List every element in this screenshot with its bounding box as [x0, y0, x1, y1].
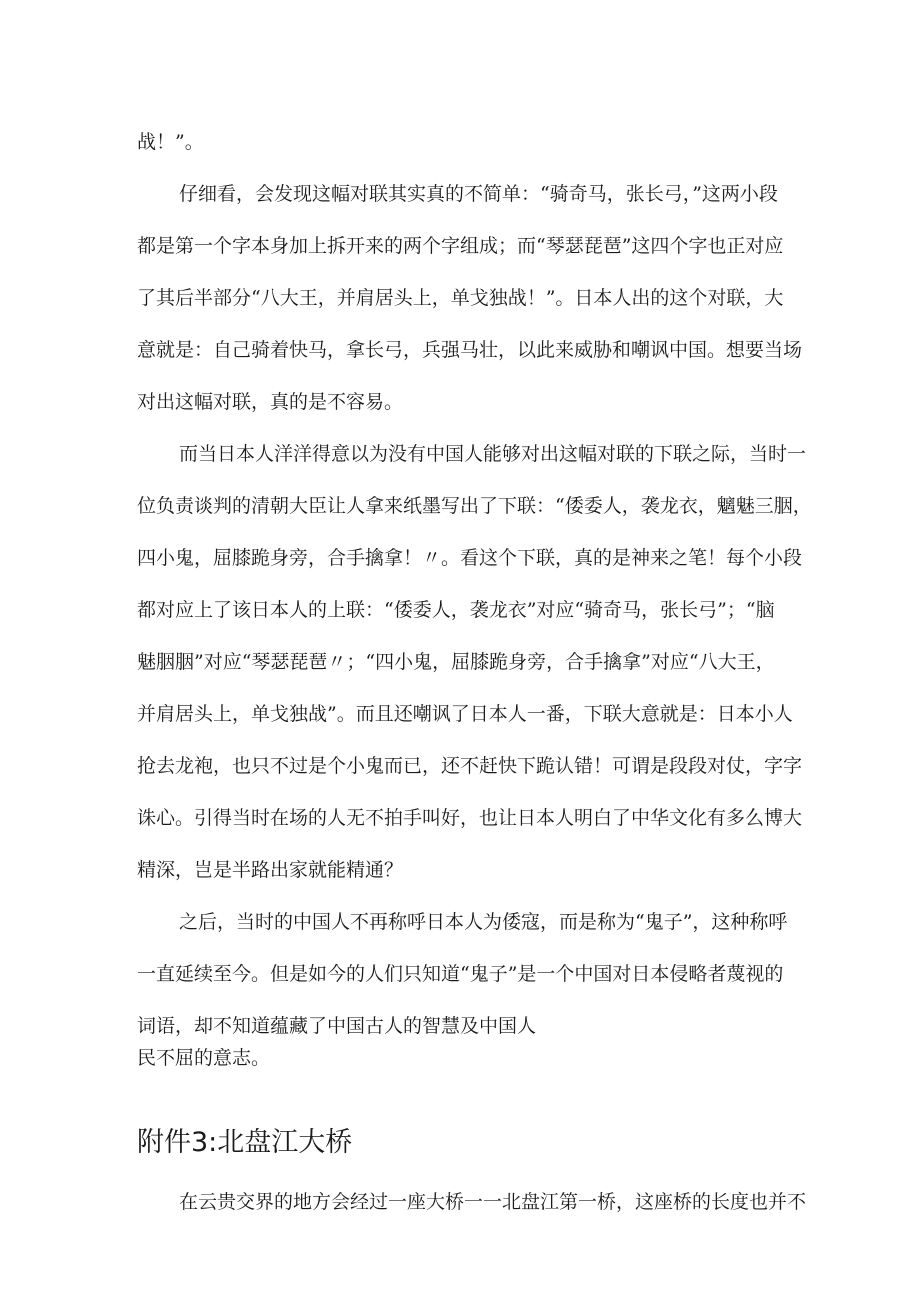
section-heading: 附件3:北盘江大桥: [137, 1127, 353, 1158]
text-line-12: 并肩居头上，单戈独战”。而且还嘲讽了日本人一番，下联大意就是：日本小人: [137, 703, 793, 725]
text-line-6: 对出这幅对联，真的是不容易。: [137, 391, 404, 413]
text-line-3: 都是第一个字本身加上拆开来的两个字组成；而“琴瑟琵琶”这四个字也正对应: [137, 235, 784, 257]
text-line-8: 位负责谈判的清朝大臣让人拿来纸墨写出了下联：“倭委人，袭龙衣，魑魅三胭，: [137, 495, 812, 517]
text-line-17: 一直延续至今。但是如今的人们只知道“鬼子”是一个中国对日本侵略者蔑视的: [137, 963, 784, 985]
text-line-18: 词语，却不知道蕴藏了中国古人的智慧及中国人: [137, 1015, 537, 1037]
text-line-7: 而当日本人洋洋得意以为没有中国人能够对出这幅对联的下联之际，当时一: [179, 443, 807, 465]
text-line-19: 民不屈的意志。: [137, 1047, 271, 1069]
text-line-13: 抢去龙袍，也只不过是个小鬼而已，还不赶快下跪认错！可谓是段段对仗，字字: [137, 755, 803, 777]
text-line-20: 在云贵交界的地方会经过一座大桥一一北盘江第一桥，这座桥的长度也并不: [179, 1191, 807, 1213]
text-line-15: 精深，岂是半路出家就能精通？: [137, 859, 404, 881]
text-line-14: 诛心。引得当时在场的人无不拍手叫好，也让日本人明白了中华文化有多么博大: [137, 807, 803, 829]
text-line-1: 战！”。: [137, 131, 204, 153]
text-line-5: 意就是：自己骑着快马，拿长弓，兵强马壮，以此来威胁和嘲讽中国。想要当场: [137, 339, 803, 361]
text-line-2: 仔细看，会发现这幅对联其实真的不简单：“骑奇马，张长弓，”这两小段: [179, 183, 778, 205]
text-line-9: 四小鬼，屈膝跪身旁，合手擒拿！〃。看这个下联，真的是神来之笔！每个小段: [137, 547, 803, 569]
text-line-11: 魅胭胭”对应“琴瑟琵琶〃；“四小鬼，屈膝跪身旁，合手擒拿”对应“八大王，: [137, 651, 775, 673]
text-line-10: 都对应上了该日本人的上联：“倭委人，袭龙衣”对应“骑奇马，张长弓”；“脑: [137, 599, 775, 621]
text-line-16: 之后，当时的中国人不再称呼日本人为倭寇，而是称为“鬼子”，这种称呼: [179, 911, 788, 933]
text-line-4: 了其后半部分“八大王，并肩居头上，单戈独战！”。日本人出的这个对联，大: [137, 287, 784, 309]
